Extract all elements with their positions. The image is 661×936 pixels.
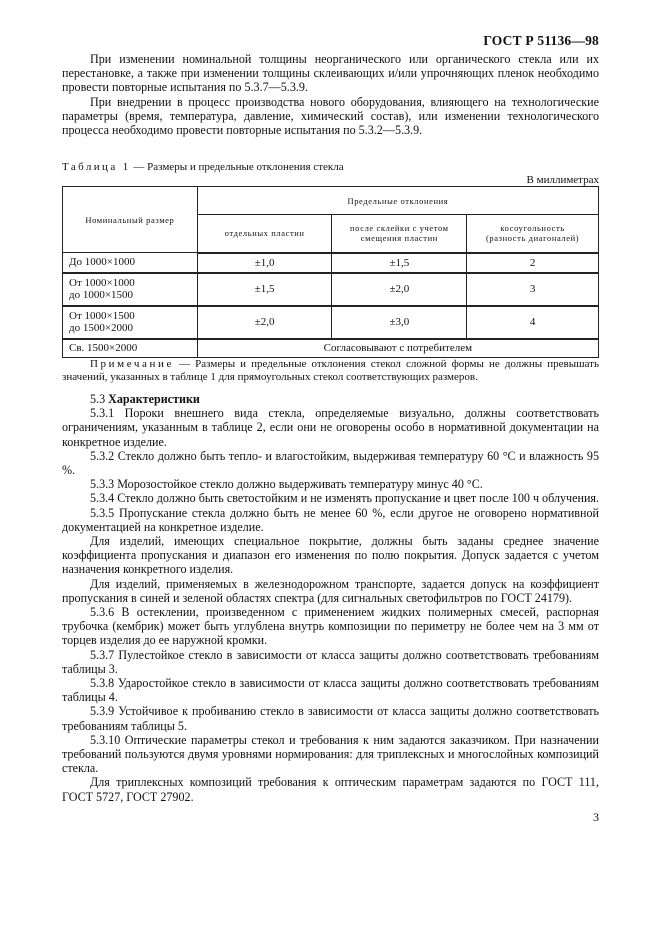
section-paragraph: 5.3.5 Пропускание стекла должно быть не менее 60 %, если другое не оговорено нормативной документацией на конкретное изделие. bbox=[62, 505, 599, 534]
intro-paragraph: При изменении номинальной толщины неорганического или органического стекла или их перестановке, а также при изменении толщины склеивающих и/или упрочняющих пленок необходимо провести повторные испытания по 5.3.7—5.3.9. bbox=[62, 52, 599, 95]
row-skewness: 2 bbox=[467, 253, 599, 273]
table-row bbox=[63, 253, 599, 273]
table-row bbox=[63, 273, 599, 306]
table-row bbox=[63, 306, 599, 339]
section-paragraph: 5.3.1 Пороки внешнего вида стекла, определяемые визуально, должны соответствовать ограничениям, указанным в таблице 2, если они не оговорены особо в нормативной документации на конкретное изделие. bbox=[62, 406, 599, 449]
note-label: Примечание bbox=[90, 358, 174, 370]
section-paragraph: 5.3.8 Ударостойкое стекло в зависимости от класса защиты должно соответствовать требованиям таблицы 4. bbox=[62, 676, 599, 705]
row-size: От 1000×1500 до 1500×2000 bbox=[63, 306, 198, 339]
row-after-bonding: ±2,0 bbox=[332, 273, 467, 306]
section-paragraph: Для триплексных композиций требования к оптическим параметрам задаются по ГОСТ 111, ГОСТ 5727, ГОСТ 27902. bbox=[62, 775, 599, 804]
section-paragraph: 5.3.2 Стекло должно быть тепло- и влагостойким, выдерживая температуру 60 °С и влажность 95 %. bbox=[62, 448, 599, 478]
header-tolerances: Предельные отклонения bbox=[197, 187, 598, 215]
section-paragraph: 5.3.7 Пулестойкое стекло в зависимости от класса защиты должно соответствовать требованиям таблицы 3. bbox=[62, 647, 599, 676]
dimensions-table bbox=[62, 186, 599, 358]
section-paragraph: 5.3.4 Стекло должно быть светостойким и не изменять пропускание и цвет после 100 ч облучения. bbox=[90, 491, 600, 506]
section-text bbox=[62, 392, 599, 804]
header-single-plates: отдельных пластин bbox=[197, 215, 332, 253]
document-header: ГОСТ Р 51136—98 bbox=[483, 33, 599, 48]
section-number: 5.3 bbox=[90, 392, 109, 406]
intro-text bbox=[62, 52, 599, 137]
row-agreed-value: Согласовывают с потребителем bbox=[197, 339, 598, 358]
section-paragraph: 5.3.6 В остеклении, произведенном с применением жидких полимерных смесей, распорная трубочка (кембрик) может быть углублена внутрь композиции по периметру не более чем на 3 мм от торцев изделия до ее наружной кромки. bbox=[62, 605, 599, 648]
section-paragraph: Для изделий, применяемых в железнодорожном транспорте, задается допуск на коэффициент пропускания в синей и зеленой областях спектра (для сигнальных светофильтров по ГОСТ 24179). bbox=[62, 576, 599, 605]
note-text: — Размеры и предельные отклонения стекол сложной формы не должны превышать значений, указанных в таблице 1 для прямоугольных стекол соответствующих размеров. bbox=[62, 358, 599, 383]
section-paragraph: 5.3.9 Устойчивое к пробиванию стекло в зависимости от класса защиты должно соответствовать требованиям таблицы 5. bbox=[62, 704, 599, 733]
section-paragraph: 5.3.10 Оптические параметры стекол и требования к ним задаются заказчиком. При назначении требований пользуются двумя уровнями нормирования: для триплексных и многослойных композиций стекла. bbox=[62, 732, 599, 776]
row-skewness: 3 bbox=[467, 273, 599, 306]
header-after-bonding-line1: после склейки с учетом bbox=[350, 223, 449, 234]
row-after-bonding: ±1,5 bbox=[332, 253, 467, 273]
intro-paragraph: При внедрении в процесс производства нового оборудования, влияющего на технологические параметры (время, температура, давление, химический состав), или изменении технологического процесса необходимо провести повторные испытания по 5.3.2—5.3.9. bbox=[62, 94, 599, 138]
row-single-plates: ±1,5 bbox=[197, 273, 332, 306]
row-single-plates: ±2,0 bbox=[197, 306, 332, 339]
section-paragraph: Для изделий, имеющих специальное покрытие, должны быть заданы среднее значение коэффициента пропускания и диапазон его изменения по полю покрытия. Допуск задается с учетом назначения конкретного изделия. bbox=[62, 534, 599, 577]
row-skewness: 4 bbox=[467, 306, 599, 339]
table-caption bbox=[62, 161, 344, 173]
row-after-bonding: ±3,0 bbox=[332, 306, 467, 339]
header-nominal-size: Номинальный размер bbox=[63, 187, 198, 253]
section-title: Характеристики bbox=[108, 392, 200, 406]
table-caption-label: Таблица 1 bbox=[62, 161, 131, 173]
table-row bbox=[63, 339, 599, 358]
header-skewness-line2: (разность диагоналей) bbox=[485, 233, 580, 244]
row-size: От 1000×1000 до 1000×1500 bbox=[63, 273, 198, 306]
table-units: В миллиметрах bbox=[526, 174, 599, 186]
header-after-bonding bbox=[332, 215, 467, 253]
section-paragraph: 5.3.3 Морозостойкое стекло должно выдерживать температуру минус 40 °С. bbox=[90, 477, 483, 492]
row-size: До 1000×1000 bbox=[63, 253, 198, 273]
page-number: 3 bbox=[593, 810, 599, 824]
table-caption-text: — Размеры и предельные отклонения стекла bbox=[130, 161, 344, 173]
header-skewness bbox=[467, 215, 599, 253]
table-note bbox=[62, 358, 599, 384]
header-skewness-line1: косоугольность bbox=[500, 223, 565, 234]
row-single-plates: ±1,0 bbox=[197, 253, 332, 273]
header-after-bonding-line2: смещения пластин bbox=[360, 233, 438, 244]
row-size: Св. 1500×2000 bbox=[63, 339, 198, 358]
section-heading bbox=[62, 392, 599, 406]
